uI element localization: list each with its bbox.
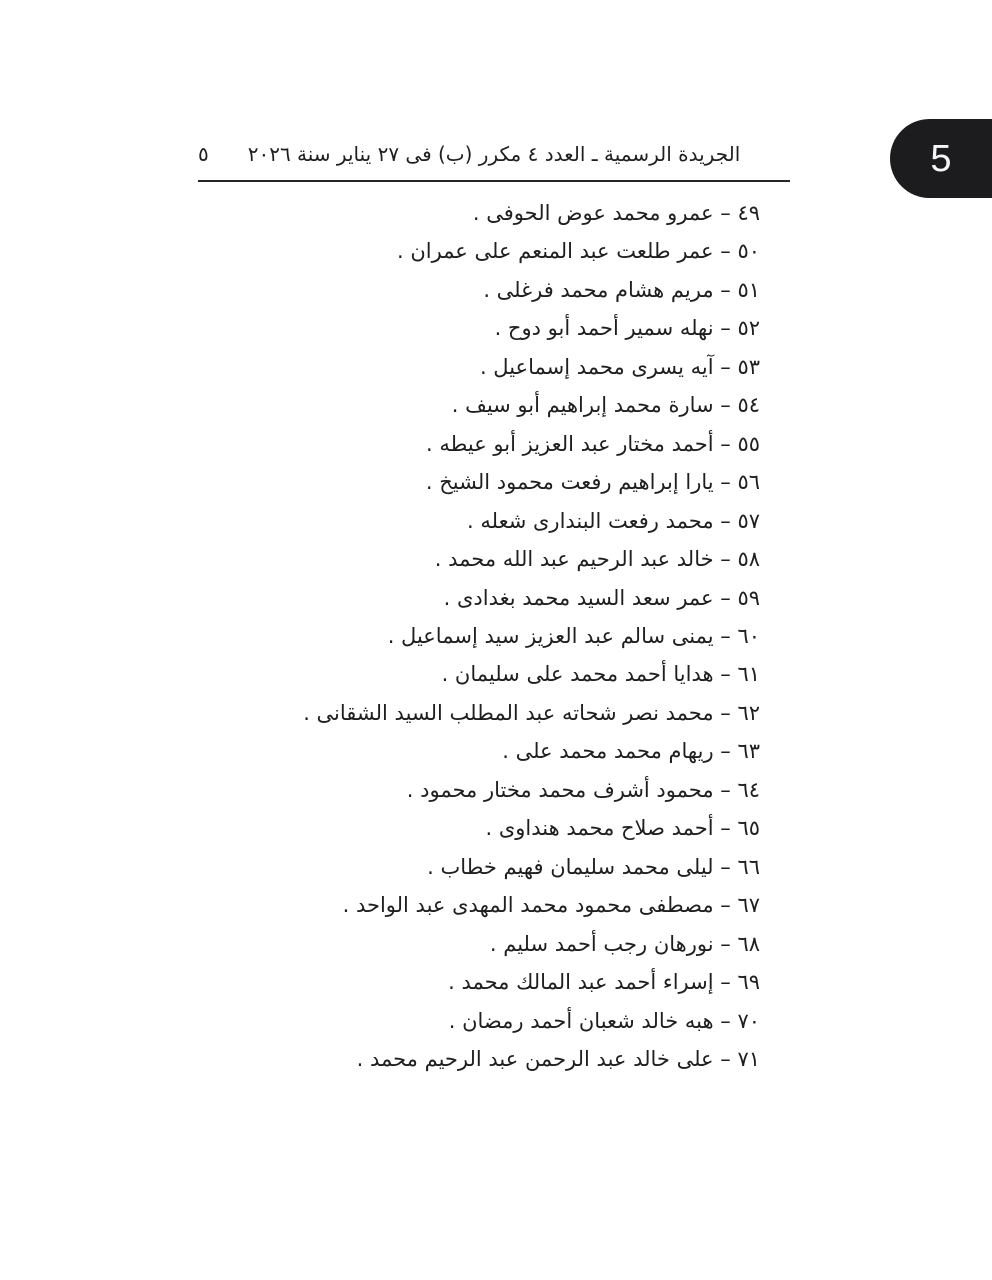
list-item: ٦٢ – محمد نصر شحاته عبد المطلب السيد الشقانى .	[303, 700, 760, 725]
list-item: ٥٥ – أحمد مختار عبد العزيز أبو عيطه .	[426, 431, 760, 456]
list-item: ٦٧ – مصطفى محمود محمد المهدى عبد الواحد .	[342, 893, 760, 918]
list-item: ٦٣ – ريهام محمد محمد على .	[502, 739, 760, 764]
list-item: ٥٠ – عمر طلعت عبد المنعم على عمران .	[396, 239, 760, 264]
header-rule	[198, 180, 790, 182]
list-item: ٥٤ – سارة محمد إبراهيم أبو سيف .	[451, 393, 760, 418]
list-item: ٤٩ – عمرو محمد عوض الحوفى .	[472, 201, 760, 225]
gazette-title: الجريدة الرسمية ـ العدد ٤ مكرر (ب) فى ٢٧ يناير سنة ٢٠٢٦	[247, 142, 741, 166]
list-item: ٥٣ – آيه يسرى محمد إسماعيل .	[479, 354, 760, 379]
list-item: ٧١ – على خالد عبد الرحمن عبد الرحيم محمد .	[356, 1046, 760, 1071]
list-item: ٦٤ – محمود أشرف محمد مختار محمود .	[406, 777, 760, 802]
list-item: ٦٠ – يمنى سالم عبد العزيز سيد إسماعيل .	[387, 623, 760, 648]
list-item: ٥٨ – خالد عبد الرحيم عبد الله محمد .	[434, 547, 760, 572]
list-item: ٦٨ – نورهان رجب أحمد سليم .	[489, 931, 760, 956]
list-item: ٥٢ – نهله سمير أحمد أبو دوح .	[494, 316, 760, 341]
page-tab	[890, 119, 992, 198]
list-item: ٦٩ – إسراء أحمد عبد المالك محمد .	[448, 970, 760, 995]
list-item: ٦٥ – أحمد صلاح محمد هنداوى .	[485, 816, 760, 841]
list-item: ٥١ – مريم هشام محمد فرغلى .	[483, 277, 760, 302]
list-item: ٥٦ – يارا إبراهيم رفعت محمود الشيخ .	[425, 470, 760, 495]
gazette-header	[198, 136, 790, 172]
list-item: ٦٦ – ليلى محمد سليمان فهيم خطاب .	[427, 854, 760, 879]
page-tab-number: 5	[930, 137, 952, 180]
list-item: ٥٧ – محمد رفعت البندارى شعله .	[467, 508, 760, 533]
list-item: ٦١ – هدايا أحمد محمد على سليمان .	[441, 662, 760, 687]
name-list	[140, 194, 760, 1078]
list-item: ٥٩ – عمر سعد السيد محمد بغدادى .	[443, 585, 760, 610]
page-number-arabic: ٥	[198, 142, 209, 166]
list-item: ٧٠ – هبه خالد شعبان أحمد رمضان .	[448, 1008, 760, 1033]
